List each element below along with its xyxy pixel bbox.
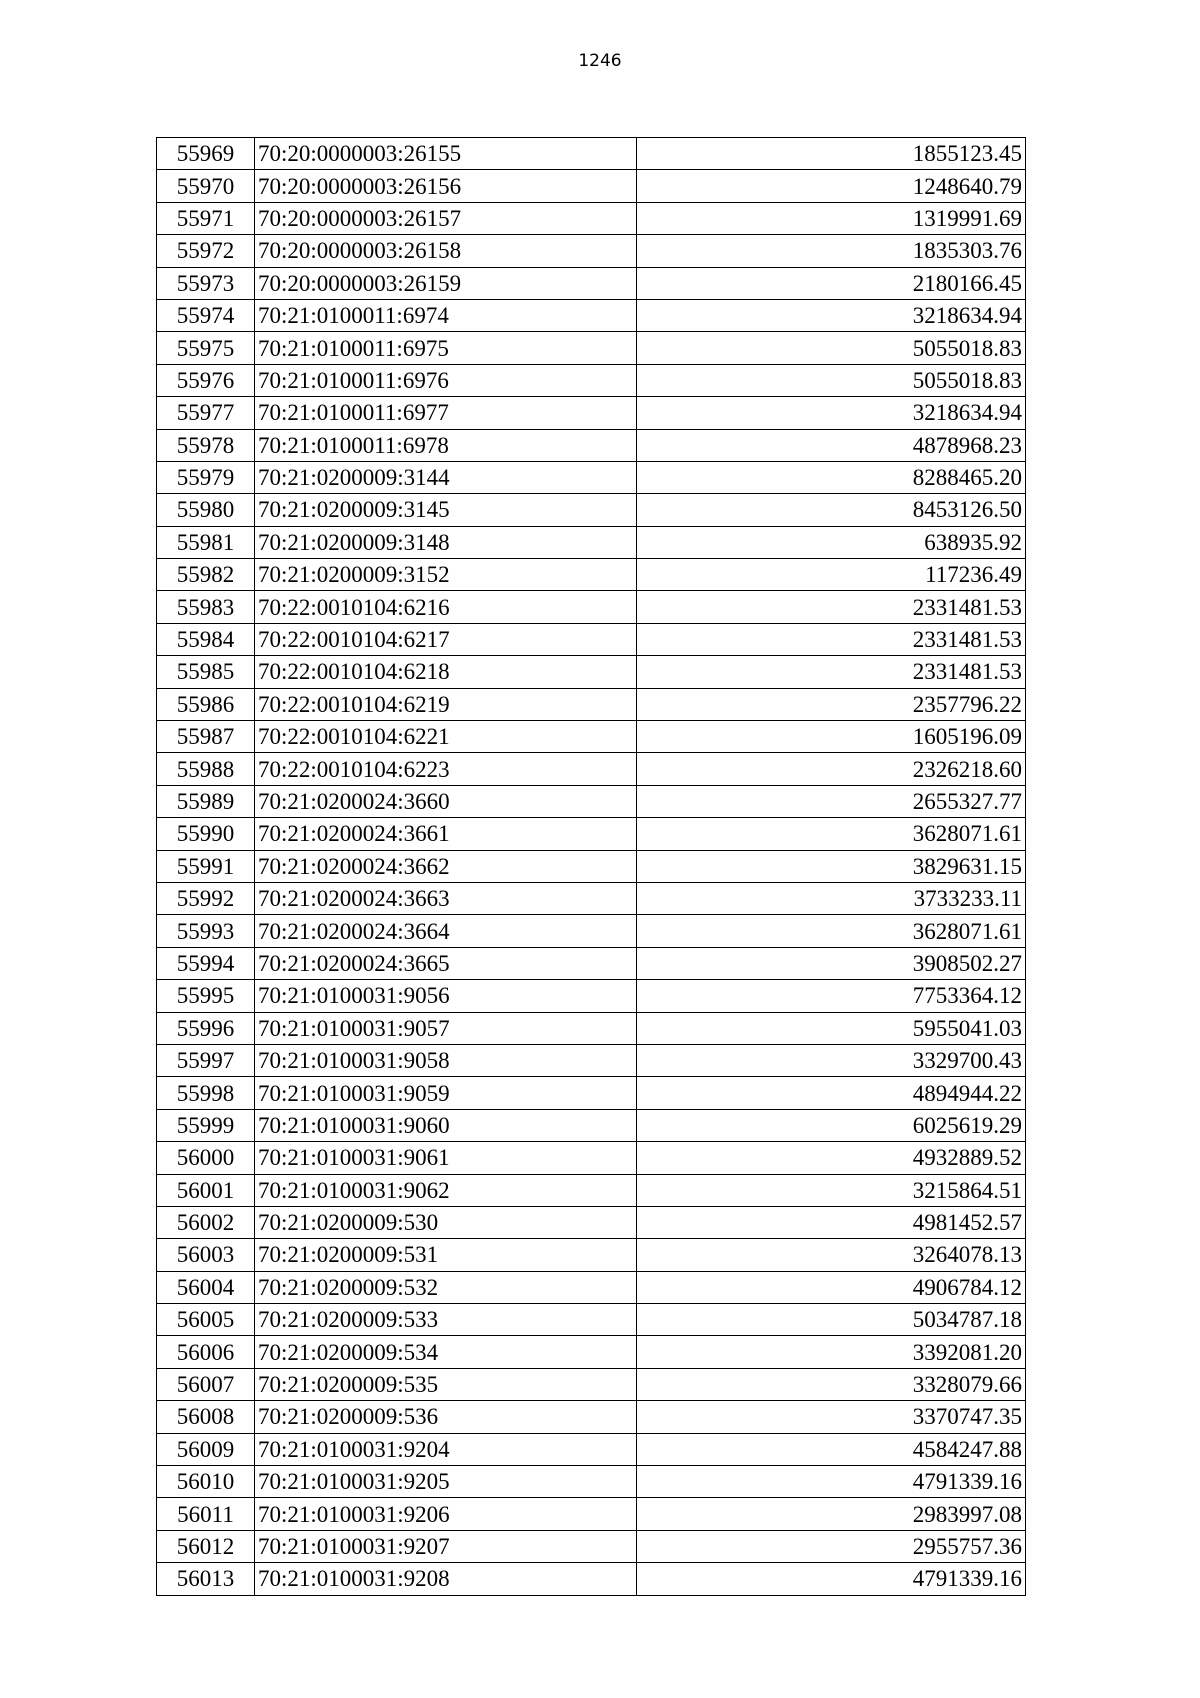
table-row [157,688,1026,720]
cadastral-number-cell: 70:21:0100031:9060 [255,1109,637,1141]
row-number-cell: 56006 [157,1336,255,1368]
table-row [157,850,1026,882]
row-number-cell: 55979 [157,461,255,493]
cadastral-value-cell: 3829631.15 [637,850,1026,882]
cadastral-number-cell: 70:21:0200024:3661 [255,818,637,850]
table-row [157,1174,1026,1206]
cadastral-value-cell: 1855123.45 [637,138,1026,170]
table-row [157,1563,1026,1595]
table-row [157,785,1026,817]
cadastral-value-cell: 1319991.69 [637,202,1026,234]
cadastral-number-cell: 70:21:0100011:6975 [255,332,637,364]
table-row [157,1142,1026,1174]
row-number-cell: 55983 [157,591,255,623]
row-number-cell: 55975 [157,332,255,364]
cadastral-number-cell: 70:21:0200009:3145 [255,494,637,526]
cadastral-value-cell: 2331481.53 [637,591,1026,623]
row-number-cell: 55969 [157,138,255,170]
cadastral-number-cell: 70:22:0010104:6221 [255,721,637,753]
row-number-cell: 55978 [157,429,255,461]
row-number-cell: 55971 [157,202,255,234]
row-number-cell: 56004 [157,1271,255,1303]
table-row [157,235,1026,267]
row-number-cell: 56010 [157,1466,255,1498]
cadastral-value-cell: 2326218.60 [637,753,1026,785]
cadastral-number-cell: 70:21:0200009:532 [255,1271,637,1303]
cadastral-number-cell: 70:21:0100031:9207 [255,1530,637,1562]
table-row [157,1012,1026,1044]
table-row [157,202,1026,234]
table-row [157,1044,1026,1076]
cadastral-value-cell: 3329700.43 [637,1044,1026,1076]
cadastral-value-cell: 4906784.12 [637,1271,1026,1303]
row-number-cell: 56003 [157,1239,255,1271]
table-row [157,980,1026,1012]
cadastral-number-cell: 70:21:0100011:6977 [255,397,637,429]
cadastral-number-cell: 70:21:0100031:9058 [255,1044,637,1076]
table-row [157,429,1026,461]
table-row [157,332,1026,364]
table-row [157,170,1026,202]
row-number-cell: 55997 [157,1044,255,1076]
table-row [157,1466,1026,1498]
cadastral-value-cell: 117236.49 [637,559,1026,591]
table-row [157,1368,1026,1400]
row-number-cell: 55988 [157,753,255,785]
row-number-cell: 56002 [157,1206,255,1238]
cadastral-value-cell: 2983997.08 [637,1498,1026,1530]
table-row [157,1206,1026,1238]
table-body [157,138,1026,1596]
cadastral-value-cell: 4791339.16 [637,1466,1026,1498]
table-row [157,267,1026,299]
row-number-cell: 55980 [157,494,255,526]
row-number-cell: 56005 [157,1304,255,1336]
table-row [157,721,1026,753]
table-row [157,1304,1026,1336]
cadastral-number-cell: 70:21:0200009:535 [255,1368,637,1400]
cadastral-value-cell: 3908502.27 [637,947,1026,979]
cadastral-number-cell: 70:21:0100031:9208 [255,1563,637,1595]
row-number-cell: 55987 [157,721,255,753]
table-row [157,591,1026,623]
cadastral-number-cell: 70:21:0200024:3660 [255,785,637,817]
row-number-cell: 55985 [157,656,255,688]
cadastral-number-cell: 70:21:0100031:9061 [255,1142,637,1174]
row-number-cell: 55992 [157,882,255,914]
cadastral-number-cell: 70:21:0200024:3664 [255,915,637,947]
cadastral-number-cell: 70:22:0010104:6216 [255,591,637,623]
table-row [157,559,1026,591]
cadastral-number-cell: 70:21:0100031:9059 [255,1077,637,1109]
row-number-cell: 55996 [157,1012,255,1044]
table-row [157,1271,1026,1303]
cadastral-value-cell: 2180166.45 [637,267,1026,299]
row-number-cell: 55972 [157,235,255,267]
row-number-cell: 56008 [157,1401,255,1433]
cadastral-value-cell: 7753364.12 [637,980,1026,1012]
table-row [157,1336,1026,1368]
table-row [157,1239,1026,1271]
cadastral-number-cell: 70:22:0010104:6217 [255,623,637,655]
cadastral-value-cell: 4894944.22 [637,1077,1026,1109]
table-row [157,1433,1026,1465]
cadastral-number-cell: 70:21:0200024:3663 [255,882,637,914]
table-row [157,753,1026,785]
cadastral-value-cell: 5955041.03 [637,1012,1026,1044]
cadastral-value-cell: 3628071.61 [637,915,1026,947]
cadastral-value-cell: 4932889.52 [637,1142,1026,1174]
cadastral-number-cell: 70:22:0010104:6219 [255,688,637,720]
cadastral-number-cell: 70:21:0100031:9204 [255,1433,637,1465]
table-row [157,461,1026,493]
cadastral-number-cell: 70:21:0100031:9062 [255,1174,637,1206]
cadastral-value-cell: 8288465.20 [637,461,1026,493]
cadastral-number-cell: 70:21:0200009:531 [255,1239,637,1271]
table-row [157,1401,1026,1433]
row-number-cell: 55991 [157,850,255,882]
table-row [157,656,1026,688]
cadastral-value-cell: 2655327.77 [637,785,1026,817]
row-number-cell: 55993 [157,915,255,947]
row-number-cell: 55994 [157,947,255,979]
row-number-cell: 56001 [157,1174,255,1206]
table-row [157,138,1026,170]
cadastral-value-cell: 3733233.11 [637,882,1026,914]
page-number: 1246 [578,51,622,71]
table-row [157,818,1026,850]
cadastral-number-cell: 70:20:0000003:26156 [255,170,637,202]
row-number-cell: 55970 [157,170,255,202]
table-row [157,526,1026,558]
cadastral-value-cell: 5034787.18 [637,1304,1026,1336]
cadastral-value-cell: 4878968.23 [637,429,1026,461]
row-number-cell: 56000 [157,1142,255,1174]
cadastral-number-cell: 70:21:0100011:6974 [255,299,637,331]
cadastral-number-cell: 70:21:0200009:534 [255,1336,637,1368]
row-number-cell: 55973 [157,267,255,299]
row-number-cell: 56009 [157,1433,255,1465]
row-number-cell: 55977 [157,397,255,429]
table-row [157,494,1026,526]
table-row [157,882,1026,914]
cadastral-number-cell: 70:21:0100011:6978 [255,429,637,461]
row-number-cell: 56011 [157,1498,255,1530]
row-number-cell: 55986 [157,688,255,720]
cadastral-number-cell: 70:20:0000003:26155 [255,138,637,170]
row-number-cell: 55974 [157,299,255,331]
cadastral-number-cell: 70:20:0000003:26157 [255,202,637,234]
cadastral-value-cell: 2357796.22 [637,688,1026,720]
cadastral-number-cell: 70:22:0010104:6218 [255,656,637,688]
cadastral-number-cell: 70:21:0200009:3148 [255,526,637,558]
cadastral-value-table [156,137,1026,1596]
cadastral-value-cell: 3328079.66 [637,1368,1026,1400]
row-number-cell: 55990 [157,818,255,850]
cadastral-value-cell: 4791339.16 [637,1563,1026,1595]
cadastral-value-cell: 1248640.79 [637,170,1026,202]
cadastral-value-cell: 2331481.53 [637,623,1026,655]
row-number-cell: 55981 [157,526,255,558]
cadastral-number-cell: 70:21:0200009:530 [255,1206,637,1238]
cadastral-value-cell: 2955757.36 [637,1530,1026,1562]
row-number-cell: 55995 [157,980,255,1012]
cadastral-value-cell: 3264078.13 [637,1239,1026,1271]
cadastral-value-cell: 3392081.20 [637,1336,1026,1368]
table-row [157,947,1026,979]
cadastral-number-cell: 70:21:0200009:536 [255,1401,637,1433]
row-number-cell: 56013 [157,1563,255,1595]
cadastral-value-cell: 638935.92 [637,526,1026,558]
cadastral-value-cell: 1835303.76 [637,235,1026,267]
cadastral-number-cell: 70:20:0000003:26159 [255,267,637,299]
table-row [157,623,1026,655]
cadastral-value-cell: 2331481.53 [637,656,1026,688]
table-row [157,1109,1026,1141]
cadastral-value-cell: 8453126.50 [637,494,1026,526]
cadastral-value-cell: 3218634.94 [637,299,1026,331]
row-number-cell: 56007 [157,1368,255,1400]
row-number-cell: 56012 [157,1530,255,1562]
row-number-cell: 55999 [157,1109,255,1141]
cadastral-number-cell: 70:21:0100031:9205 [255,1466,637,1498]
table-row [157,397,1026,429]
cadastral-value-cell: 3628071.61 [637,818,1026,850]
cadastral-number-cell: 70:21:0200009:533 [255,1304,637,1336]
cadastral-value-cell: 3218634.94 [637,397,1026,429]
cadastral-number-cell: 70:20:0000003:26158 [255,235,637,267]
cadastral-value-cell: 5055018.83 [637,332,1026,364]
row-number-cell: 55976 [157,364,255,396]
cadastral-number-cell: 70:21:0200024:3665 [255,947,637,979]
row-number-cell: 55989 [157,785,255,817]
cadastral-value-cell: 1605196.09 [637,721,1026,753]
cadastral-number-cell: 70:21:0200009:3152 [255,559,637,591]
cadastral-value-cell: 4981452.57 [637,1206,1026,1238]
row-number-cell: 55984 [157,623,255,655]
table-row [157,299,1026,331]
row-number-cell: 55998 [157,1077,255,1109]
cadastral-number-cell: 70:21:0100031:9206 [255,1498,637,1530]
cadastral-value-cell: 4584247.88 [637,1433,1026,1465]
cadastral-number-cell: 70:21:0100031:9056 [255,980,637,1012]
cadastral-value-cell: 5055018.83 [637,364,1026,396]
cadastral-value-cell: 3215864.51 [637,1174,1026,1206]
table-row [157,1530,1026,1562]
table-row [157,915,1026,947]
cadastral-value-cell: 3370747.35 [637,1401,1026,1433]
table-row [157,1077,1026,1109]
cadastral-number-cell: 70:21:0200024:3662 [255,850,637,882]
row-number-cell: 55982 [157,559,255,591]
cadastral-number-cell: 70:22:0010104:6223 [255,753,637,785]
cadastral-number-cell: 70:21:0100031:9057 [255,1012,637,1044]
cadastral-number-cell: 70:21:0100011:6976 [255,364,637,396]
table-row [157,1498,1026,1530]
table-row [157,364,1026,396]
cadastral-value-cell: 6025619.29 [637,1109,1026,1141]
cadastral-number-cell: 70:21:0200009:3144 [255,461,637,493]
